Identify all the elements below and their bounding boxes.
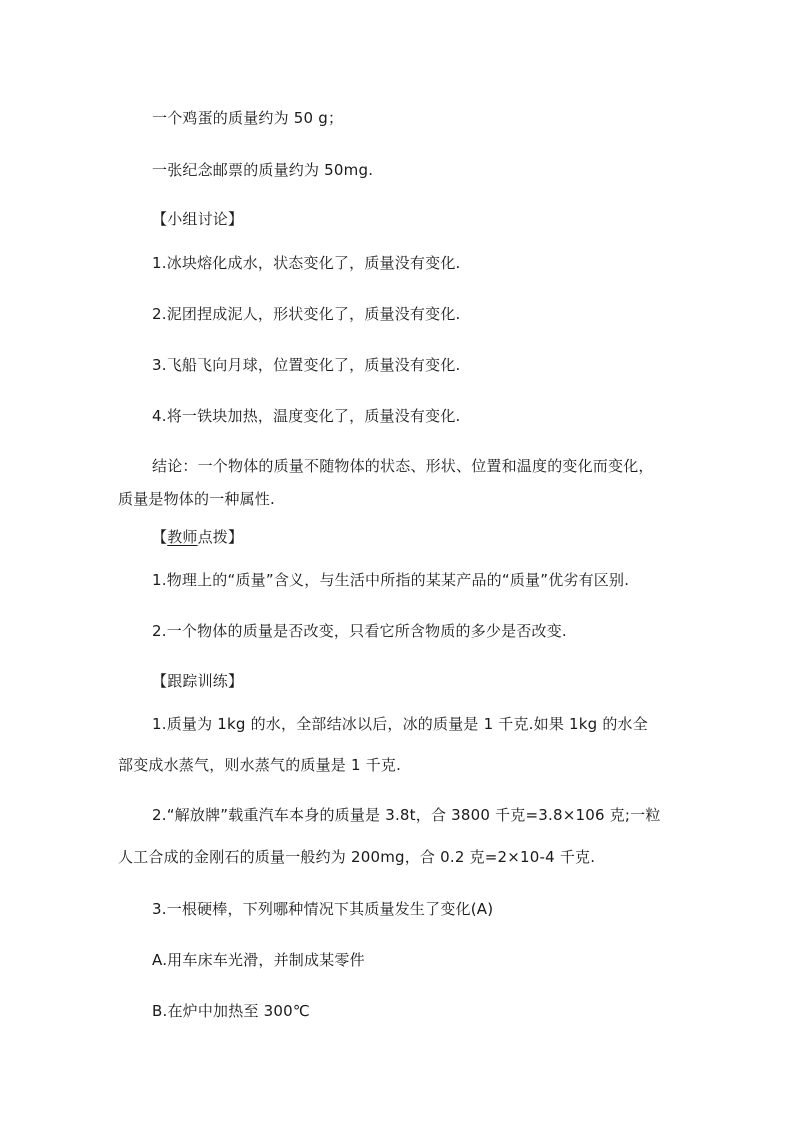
text-line: B.在炉中加热至 300℃ xyxy=(152,1002,310,1020)
text-line: 2.泥团捏成泥人，形状变化了，质量没有变化. xyxy=(152,305,461,323)
text-line: 一张纪念邮票的质量约为 50mg. xyxy=(152,161,374,179)
text-line: 2.“解放牌”载重汽车本身的质量是 3.8t，合 3800 千克=3.8×106 克;一粒 xyxy=(152,806,661,824)
heading-bracket: 【 xyxy=(152,528,168,546)
text-line: A.用车床车光滑，并制成某零件 xyxy=(152,951,365,969)
section-heading: 【跟踪训练】 xyxy=(152,672,244,690)
text-line: 结论：一个物体的质量不随物体的状态、形状、位置和温度的变化而变化， xyxy=(152,457,654,475)
text-line: 3.飞船飞向月球，位置变化了，质量没有变化. xyxy=(152,356,461,374)
heading-underlined: 教师 xyxy=(167,528,198,546)
text-line: 4.将一铁块加热，温度变化了，质量没有变化. xyxy=(152,407,461,425)
text-line: 一个鸡蛋的质量约为 50 g； xyxy=(152,109,344,127)
text-line: 2.一个物体的质量是否改变，只看它所含物质的多少是否改变. xyxy=(152,622,567,640)
section-heading xyxy=(152,527,243,547)
text-line: 人工合成的金刚石的质量一般约为 200mg，合 0.2 克=2×10-4 千克. xyxy=(118,848,596,866)
section-heading: 【小组讨论】 xyxy=(152,210,244,228)
text-line: 3.一根硬棒，下列哪种情况下其质量发生了变化(A) xyxy=(152,900,494,918)
text-line: 1.质量为 1kg 的水，全部结冰以后，冰的质量是 1 千克.如果 1kg 的水全 xyxy=(152,715,648,733)
text-line: 1.物理上的“质量”含义，与生活中所指的某某产品的“质量”优劣有区别. xyxy=(152,571,630,589)
heading-rest: 点拨】 xyxy=(197,528,244,546)
text-line: 1.冰块熔化成水，状态变化了，质量没有变化. xyxy=(152,254,461,272)
text-line: 质量是物体的一种属性. xyxy=(118,490,275,508)
text-line: 部变成水蒸气，则水蒸气的质量是 1 千克. xyxy=(118,756,402,774)
